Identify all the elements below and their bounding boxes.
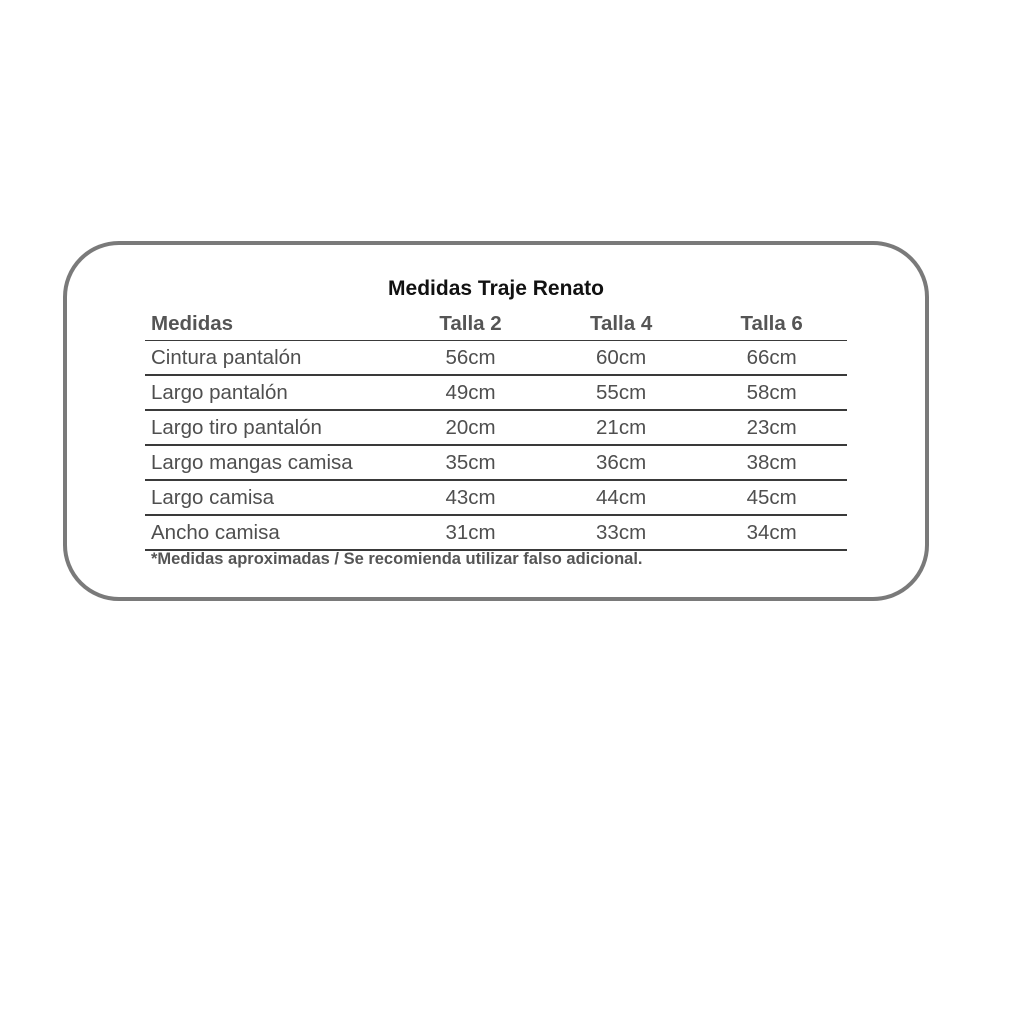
header-talla-4: Talla 4: [546, 307, 697, 341]
row-label: Largo tiro pantalón: [145, 410, 395, 445]
table-row: [145, 341, 847, 376]
cell-talla-4: 44cm: [546, 480, 697, 515]
row-label: Largo mangas camisa: [145, 445, 395, 480]
cell-talla-2: 56cm: [395, 341, 546, 376]
cell-talla-6: 23cm: [696, 410, 847, 445]
cell-talla-6: 45cm: [696, 480, 847, 515]
header-medidas: Medidas: [145, 307, 395, 341]
table-row: [145, 480, 847, 515]
table-row: [145, 375, 847, 410]
cell-talla-4: 33cm: [546, 515, 697, 550]
table-header-row: [145, 307, 847, 341]
cell-talla-2: 43cm: [395, 480, 546, 515]
row-label: Cintura pantalón: [145, 341, 395, 376]
cell-talla-4: 55cm: [546, 375, 697, 410]
size-table: [145, 307, 847, 551]
cell-talla-6: 58cm: [696, 375, 847, 410]
cell-talla-6: 34cm: [696, 515, 847, 550]
row-label: Ancho camisa: [145, 515, 395, 550]
table-row: [145, 445, 847, 480]
cell-talla-2: 20cm: [395, 410, 546, 445]
cell-talla-2: 31cm: [395, 515, 546, 550]
row-label: Largo camisa: [145, 480, 395, 515]
row-label: Largo pantalón: [145, 375, 395, 410]
cell-talla-4: 60cm: [546, 341, 697, 376]
cell-talla-4: 36cm: [546, 445, 697, 480]
table-row: [145, 515, 847, 550]
header-talla-6: Talla 6: [696, 307, 847, 341]
footnote: *Medidas aproximadas / Se recomienda utilizar falso adicional.: [151, 550, 643, 568]
cell-talla-4: 21cm: [546, 410, 697, 445]
cell-talla-6: 38cm: [696, 445, 847, 480]
size-chart-card: [63, 241, 929, 601]
header-talla-2: Talla 2: [395, 307, 546, 341]
cell-talla-2: 35cm: [395, 445, 546, 480]
cell-talla-6: 66cm: [696, 341, 847, 376]
chart-title: Medidas Traje Renato: [388, 277, 604, 300]
cell-talla-2: 49cm: [395, 375, 546, 410]
table-row: [145, 410, 847, 445]
